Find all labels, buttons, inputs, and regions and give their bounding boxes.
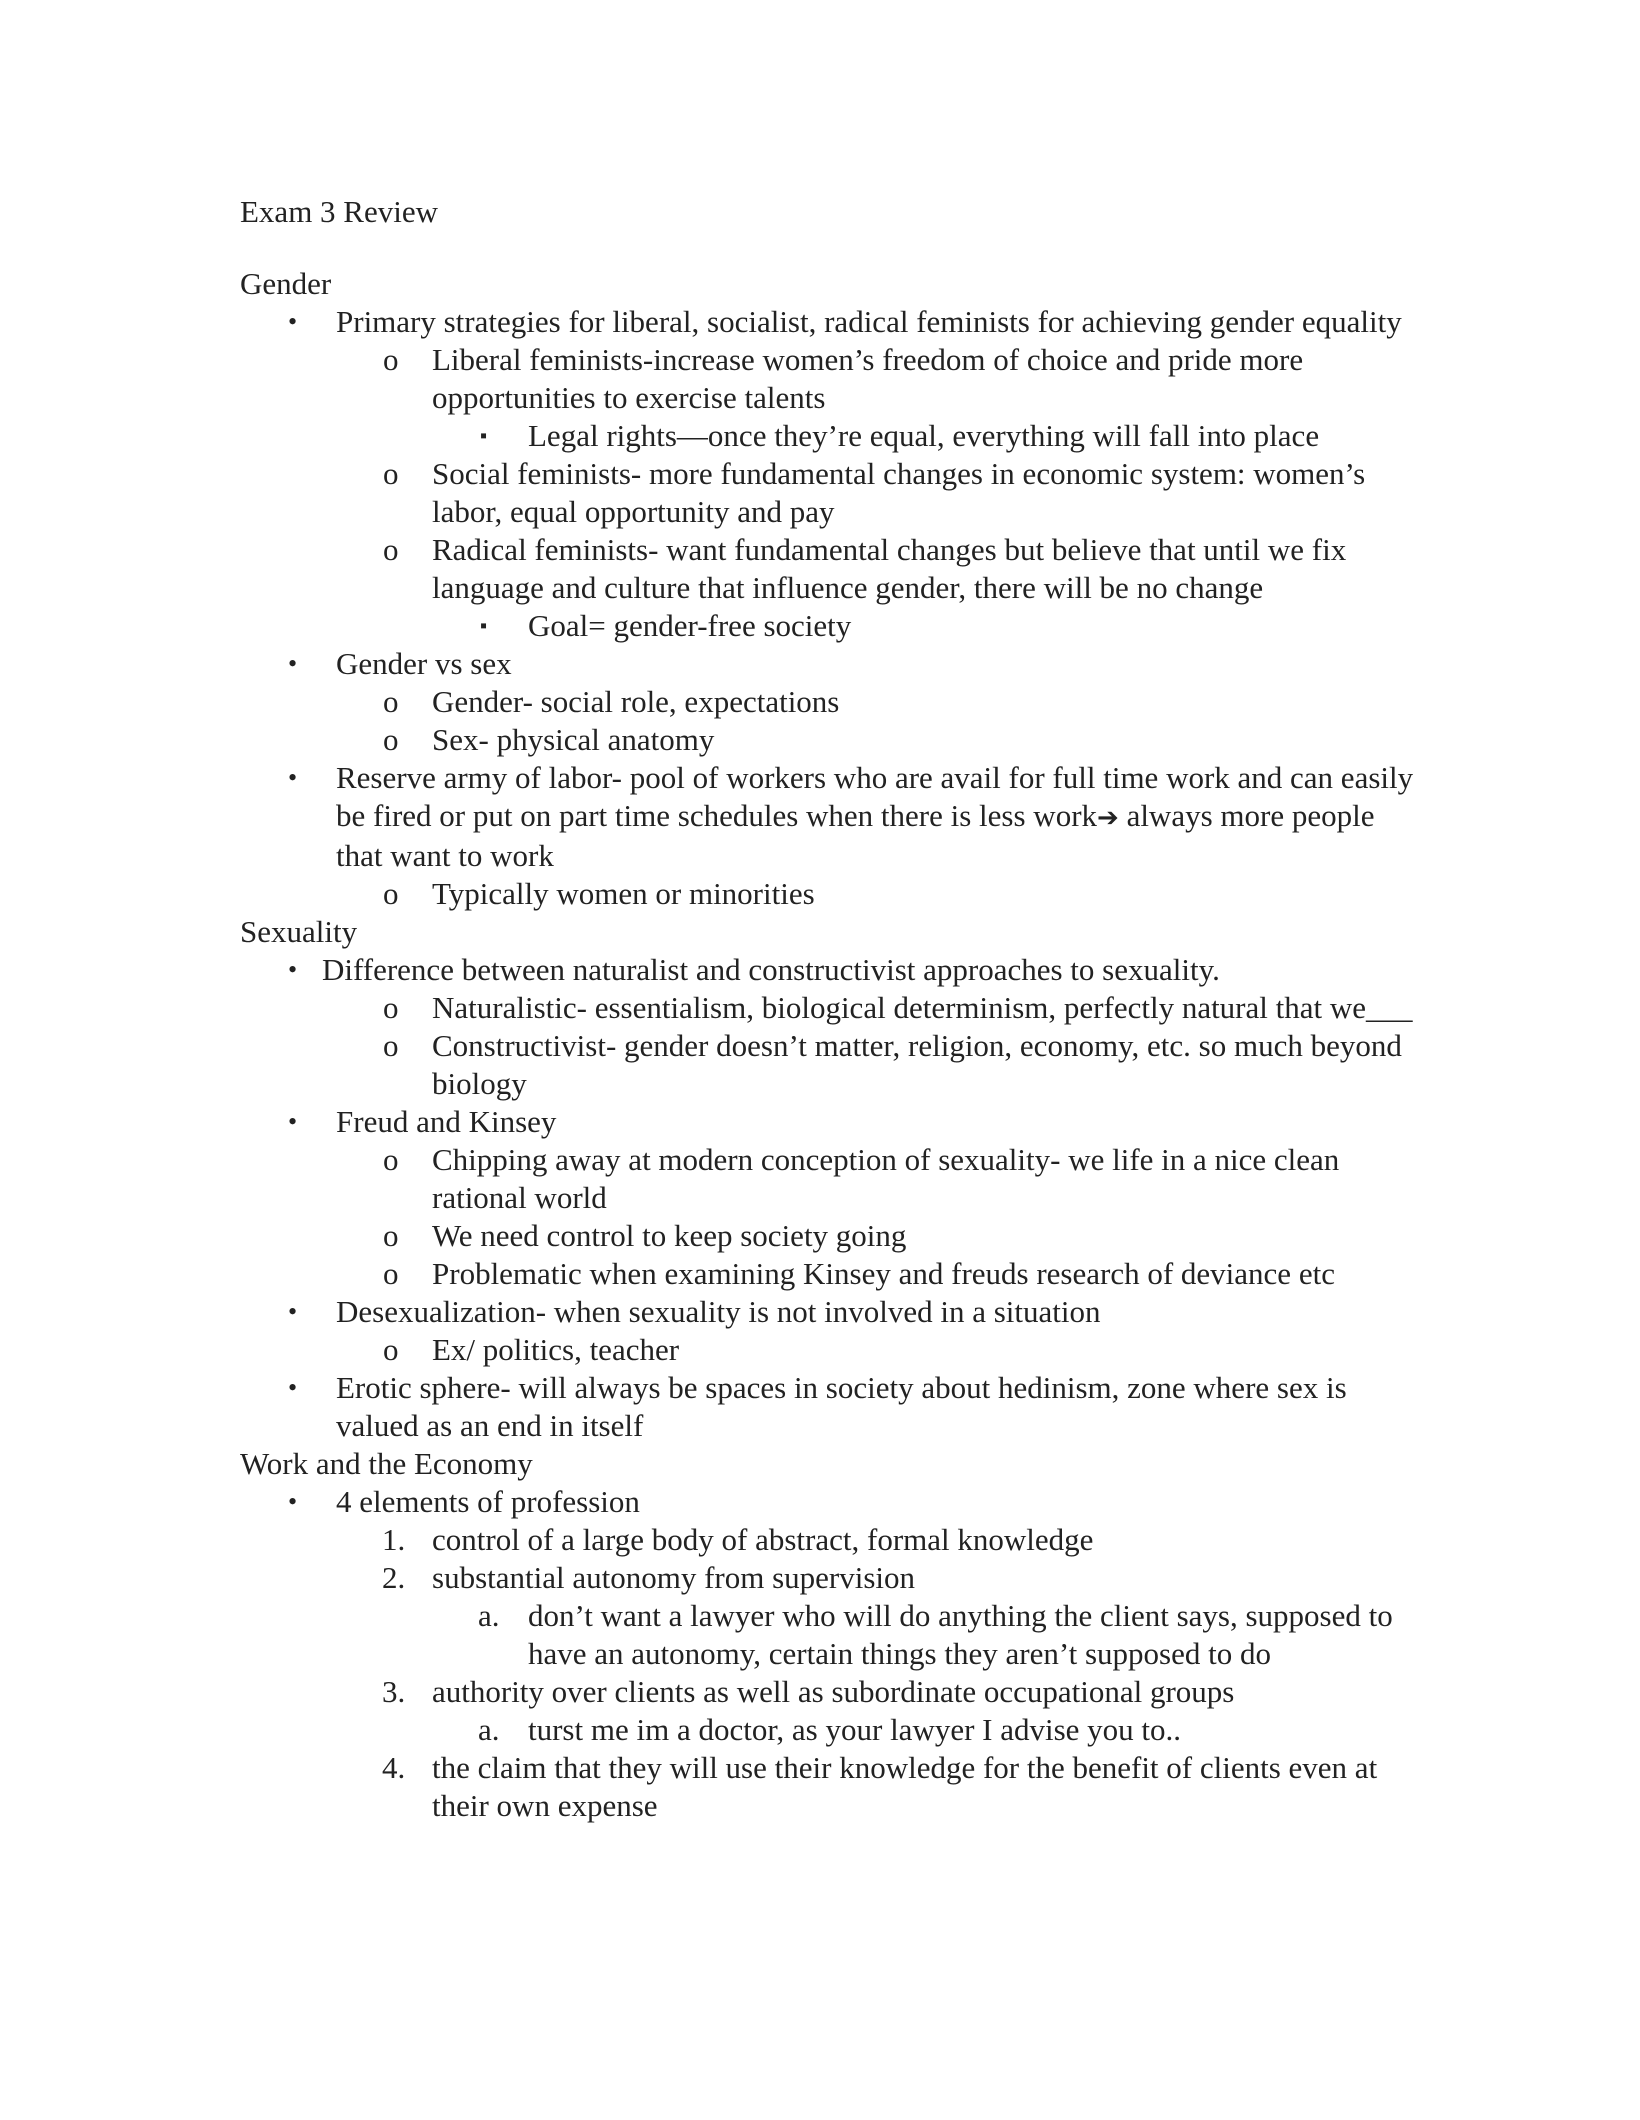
list-item-text: Difference between naturalist and constructivist approaches to sexuality. — [322, 952, 1220, 987]
list-item — [240, 1749, 1420, 1825]
list-item — [240, 951, 1420, 989]
list-item-text: Problematic when examining Kinsey and freuds research of deviance etc — [432, 1256, 1335, 1291]
list-item-text: turst me im a doctor, as your lawyer I advise you to.. — [528, 1712, 1182, 1747]
list-item-text: Gender- social role, expectations — [432, 684, 840, 719]
bullet-marker: o — [383, 1218, 399, 1253]
bullet-marker: o — [383, 722, 399, 757]
bullet-marker: o — [383, 342, 399, 377]
list-item-text: the claim that they will use their knowledge for the benefit of clients even at their own expense — [432, 1750, 1378, 1823]
list-item-text: Ex/ politics, teacher — [432, 1332, 680, 1367]
bullet-marker: • — [288, 763, 298, 792]
list-number: 4. — [382, 1750, 406, 1785]
list-item-text: Erotic sphere- will always be spaces in society about hedinism, zone where sex is valued as an end in itself — [336, 1370, 1347, 1443]
list-item — [240, 989, 1420, 1027]
list-item — [240, 1483, 1420, 1521]
list-item — [240, 1369, 1420, 1445]
section-heading: Work and the Economy — [240, 1446, 533, 1481]
list-item-text: Goal= gender-free society — [528, 608, 852, 643]
list-item-text: Reserve army of labor- pool of workers who are avail for full time work and can easily be fired or put on part time schedules when there is less work➔ always more people that want to work — [336, 760, 1414, 873]
bullet-marker: • — [288, 1373, 298, 1402]
list-item-text: authority over clients as well as subordinate occupational groups — [432, 1674, 1235, 1709]
list-item — [240, 721, 1420, 759]
list-item-text: control of a large body of abstract, formal knowledge — [432, 1522, 1094, 1557]
list-item — [240, 1027, 1420, 1103]
list-item-text: Radical feminists- want fundamental changes but believe that until we fix language and culture that influence gender, there will be no change — [432, 532, 1347, 605]
bullet-marker: ▪ — [480, 615, 488, 637]
list-number: a. — [478, 1598, 500, 1633]
bullet-marker: ▪ — [480, 425, 488, 447]
bullet-marker: • — [288, 1107, 298, 1136]
list-item-text: don’t want a lawyer who will do anything the client says, supposed to have an autonomy, certain things they aren’t supposed to do — [528, 1598, 1393, 1671]
list-item — [240, 1331, 1420, 1369]
list-item-text: Naturalistic- essentialism, biological determinism, perfectly natural that we___ — [432, 990, 1413, 1025]
bullet-marker: o — [383, 876, 399, 911]
list-item-text: Desexualization- when sexuality is not involved in a situation — [336, 1294, 1101, 1329]
document-title: Exam 3 Review — [240, 194, 439, 229]
list-item-text: Primary strategies for liberal, socialist, radical feminists for achieving gender equality — [336, 304, 1402, 339]
list-item — [240, 303, 1420, 341]
list-item-text: Liberal feminists-increase women’s freedom of choice and pride more opportunities to exercise talents — [432, 342, 1304, 415]
document-body — [240, 265, 1420, 1825]
bullet-marker: o — [383, 990, 399, 1025]
list-item — [240, 1711, 1420, 1749]
list-item — [240, 875, 1420, 913]
list-item — [240, 1293, 1420, 1331]
list-item-text: 4 elements of profession — [336, 1484, 640, 1519]
list-item — [240, 1673, 1420, 1711]
list-item — [240, 341, 1420, 417]
list-item — [240, 417, 1420, 455]
list-item — [240, 455, 1420, 531]
list-item-text: Constructivist- gender doesn’t matter, religion, economy, etc. so much beyond biology — [432, 1028, 1402, 1101]
list-item — [240, 1141, 1420, 1217]
section-heading: Sexuality — [240, 914, 358, 949]
list-item — [240, 1217, 1420, 1255]
list-number: 3. — [382, 1674, 406, 1709]
list-item — [240, 607, 1420, 645]
list-item — [240, 531, 1420, 607]
bullet-marker: o — [383, 456, 399, 491]
bullet-marker: o — [383, 684, 399, 719]
list-item — [240, 683, 1420, 721]
list-item-text: Sex- physical anatomy — [432, 722, 715, 757]
list-item-text: We need control to keep society going — [432, 1218, 907, 1253]
list-item-text: Freud and Kinsey — [336, 1104, 557, 1139]
bullet-marker: • — [288, 649, 298, 678]
list-item-text: Social feminists- more fundamental changes in economic system: women’s labor, equal opportunity and pay — [432, 456, 1366, 529]
bullet-marker: • — [288, 1297, 298, 1326]
list-number: 1. — [382, 1522, 406, 1557]
bullet-marker: o — [383, 1142, 399, 1177]
list-item-text: Gender vs sex — [336, 646, 512, 681]
list-number: 2. — [382, 1560, 406, 1595]
list-item — [240, 645, 1420, 683]
list-item-text: Legal rights—once they’re equal, everything will fall into place — [528, 418, 1320, 453]
right-arrow-icon: ➔ — [1097, 803, 1119, 833]
section-heading: Gender — [240, 266, 332, 301]
bullet-marker: • — [288, 1487, 298, 1516]
bullet-marker: o — [383, 532, 399, 567]
list-item — [240, 759, 1420, 875]
list-item — [240, 1103, 1420, 1141]
list-item — [240, 1597, 1420, 1673]
bullet-marker: o — [383, 1028, 399, 1063]
bullet-marker: • — [288, 955, 298, 984]
list-item — [240, 1255, 1420, 1293]
bullet-marker: • — [288, 307, 298, 336]
bullet-marker: o — [383, 1256, 399, 1291]
list-number: a. — [478, 1712, 500, 1747]
list-item-text: Chipping away at modern conception of sexuality- we life in a nice clean rational world — [432, 1142, 1340, 1215]
list-item — [240, 1521, 1420, 1559]
bullet-marker: o — [383, 1332, 399, 1367]
list-item — [240, 1559, 1420, 1597]
list-item-text: Typically women or minorities — [432, 876, 815, 911]
list-item-text: substantial autonomy from supervision — [432, 1560, 916, 1595]
